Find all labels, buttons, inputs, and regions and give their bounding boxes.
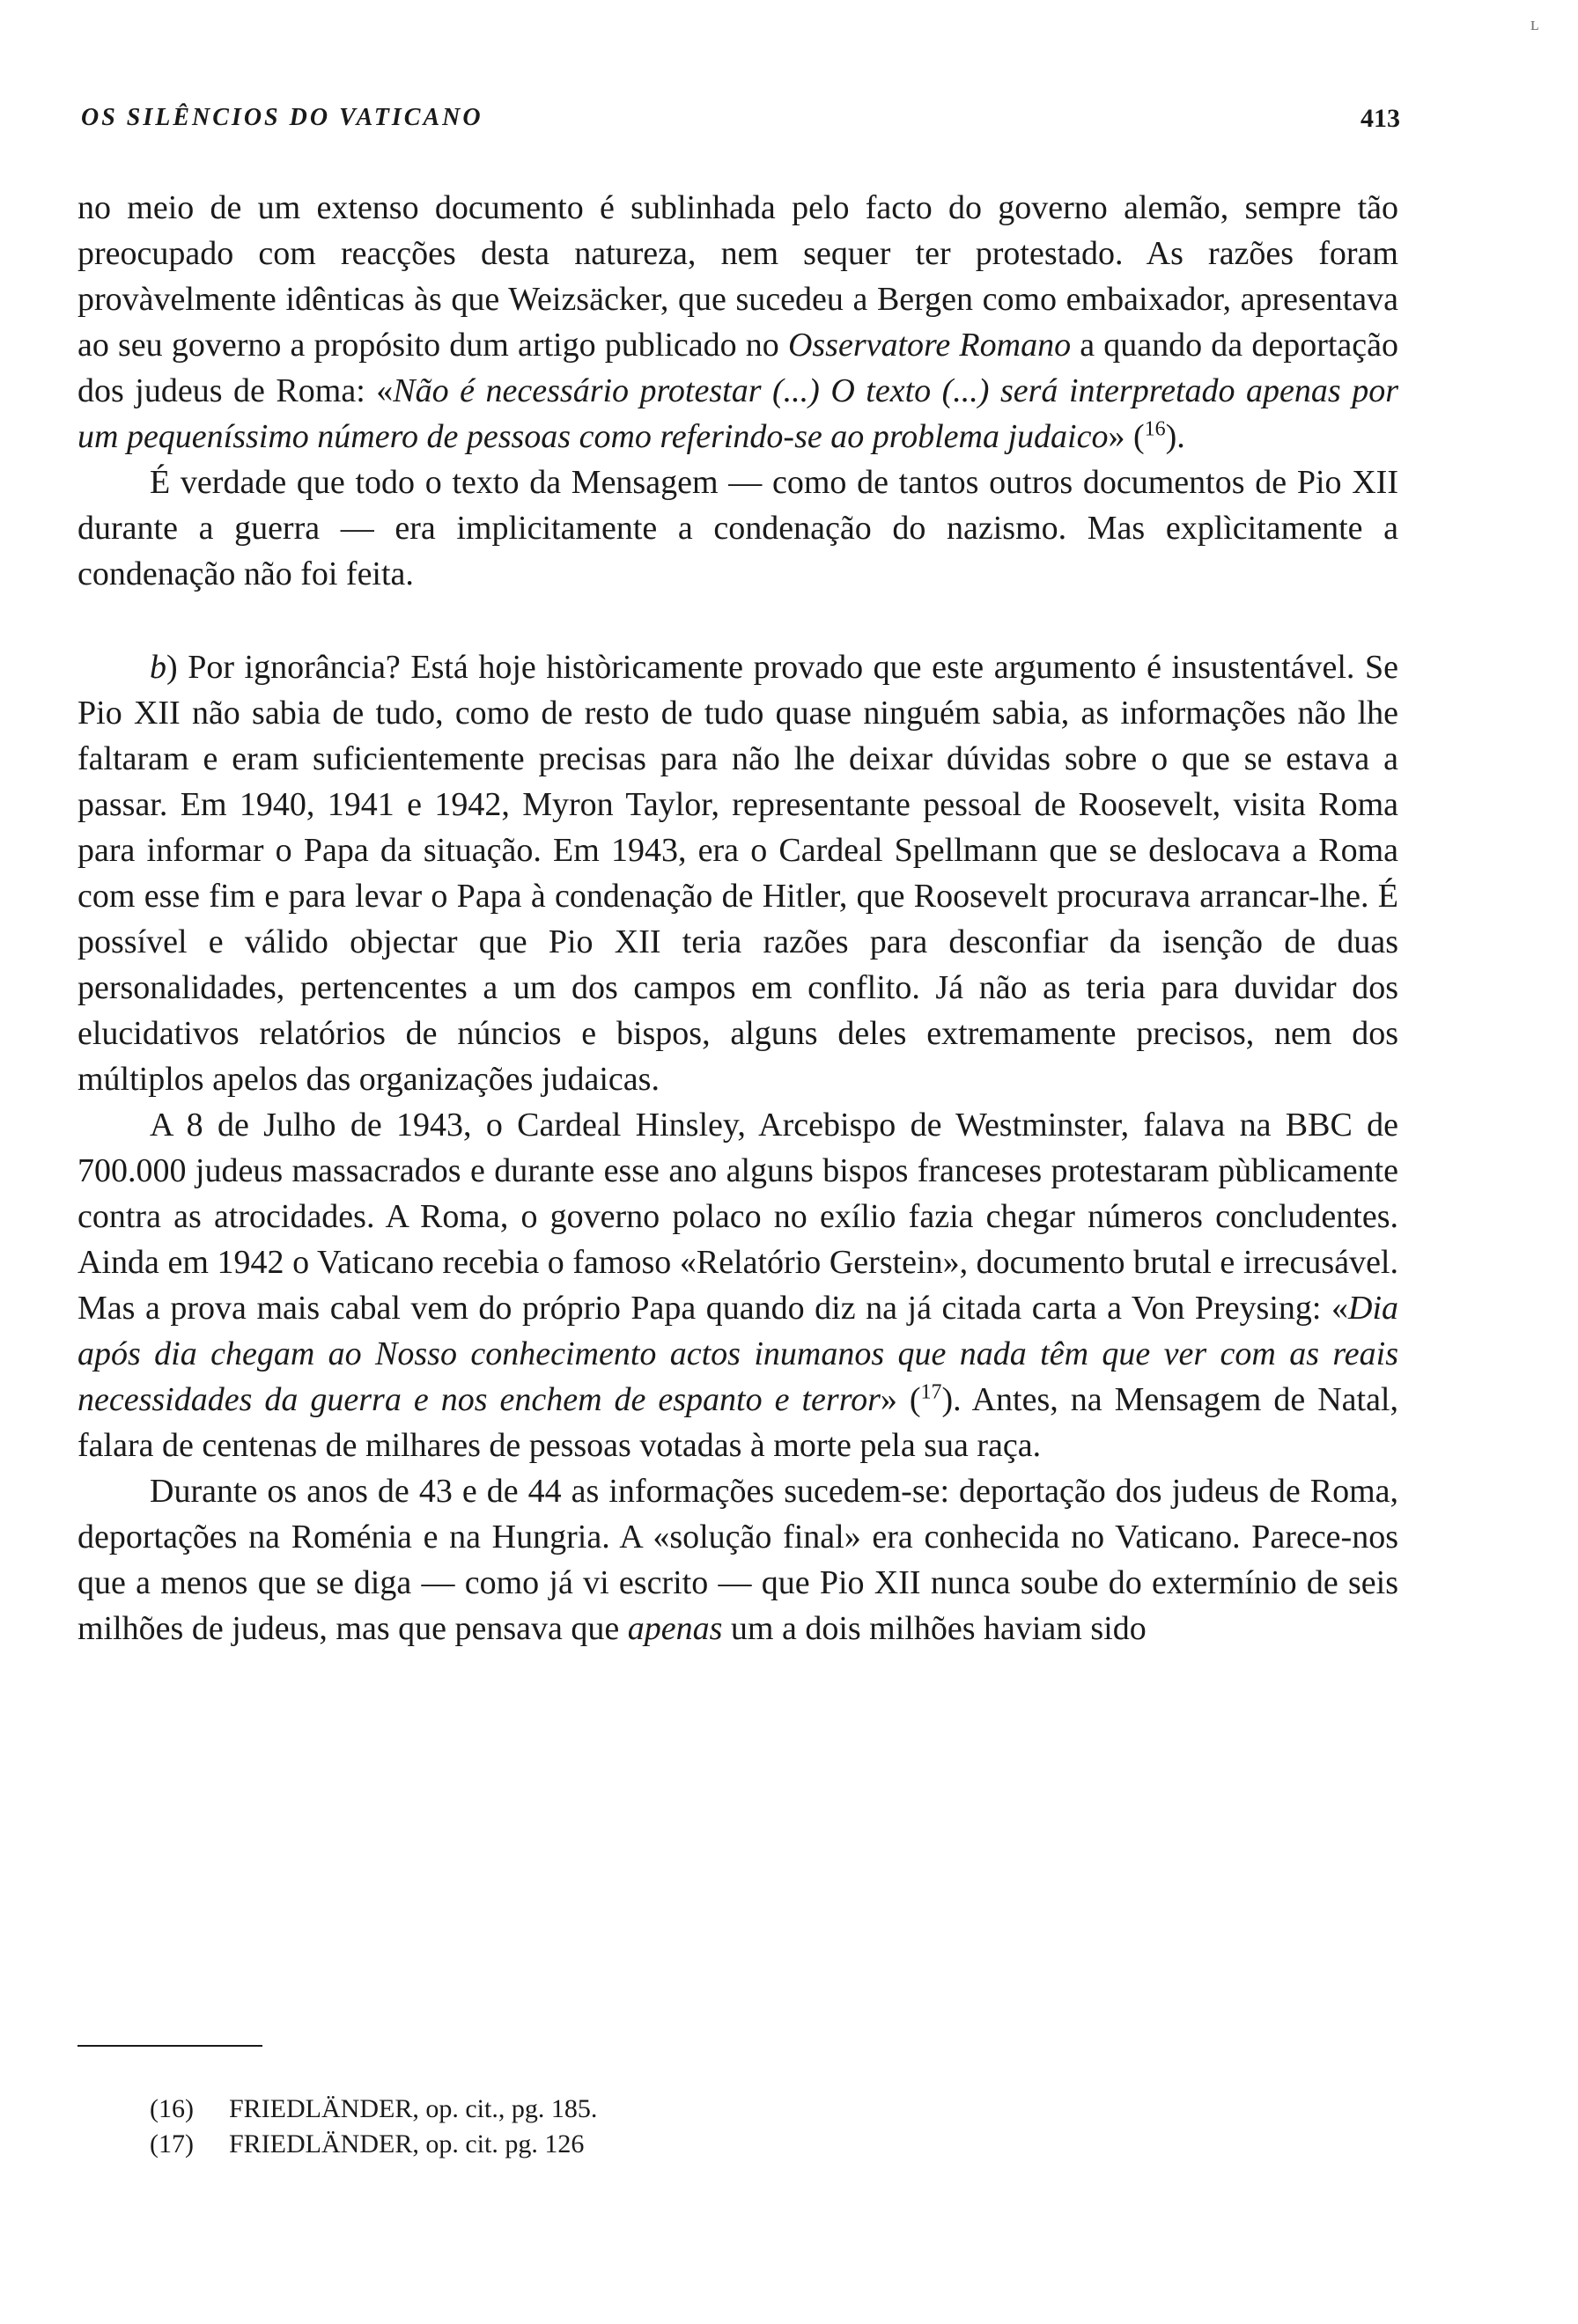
text-run: ) Por ignorância? Está hoje històricamente provado que este argumento é insustentável. Se Pio XII não sabia de tudo, como de resto de tudo quase ninguém sabia, as informações não lhe faltaram e eram suficientemente precisas para não lhe deixar dúvidas sobre o que se estava a passar. Em 1940, 1941 e 1942, Myron Taylor, representante pessoal de Roosevelt, visita Roma para informar o Papa da situação. Em 1943, era o Cardeal Spellmann que se deslocava a Roma com esse fim e para levar o Papa à condenação de Hitler, que Roosevelt procurava arrancar-lhe. É possível e válido objectar que Pio XII teria razões para desconfiar da isenção de duas personalidades, pertencentes a um dos campos em conflito. Já não as teria para duvidar dos elucidativos relatórios de núncios e bispos, alguns deles extremamente precisos, nem dos múltiplos apelos das organizações judaicas. xyxy=(77,649,1398,1098)
footnote-ref: 16 xyxy=(1144,417,1166,441)
paragraph-3 xyxy=(77,644,1398,1102)
italic-text: Osservatore Romano xyxy=(787,327,1072,364)
footnotes xyxy=(150,2092,1294,2162)
paragraph-5 xyxy=(77,1468,1398,1651)
footnote-text: FRIEDLÄNDER, op. cit., pg. 185. xyxy=(229,2094,598,2123)
italic-text: Não é necessário protestar (...) O texto (...) será interpretado apenas por um pequeníssimo número de pessoas como referindo-se ao problema judaico xyxy=(77,372,1398,455)
italic-text: b xyxy=(150,649,166,686)
text-run: A 8 de Julho de 1943, o Cardeal Hinsley, Arcebispo de Westminster, falava na BBC de 700.000 judeus massacrados e durante esse ano alguns bispos franceses protestaram pùblicamente contra as atrocidades. A Roma, o governo polaco no exílio fazia chegar números concludentes. Ainda em 1942 o Vaticano recebia o famoso «Relatório Gerstein», documento brutal e irrecusável. Mas a prova mais cabal vem do próprio Papa quando diz na já citada carta a Von Preysing: « xyxy=(77,1107,1398,1327)
footnote-text: FRIEDLÄNDER, op. cit. pg. 126 xyxy=(229,2129,585,2159)
text-run: no meio de um extenso documento é sublinhada pelo facto do governo alemão, sempre tão preocupado com reacções desta natureza, nem sequer ter protestado. As razões foram provàvelmente idênticas às que Weizsäcker, que sucedeu a Bergen como embaixador, apresentava ao seu governo a propósito dum artigo publicado no xyxy=(77,189,1398,364)
text-run: Durante os anos de 43 e de 44 as informações sucedem-se: deportação dos judeus de Roma, deportações na Roménia e na Hungria. A «solução final» era conhecida no Vaticano. Parece-nos que a menos que se diga — como já vi escrito — que Pio XII nunca soube do extermínio de seis milhões de judeus, mas que pensava que xyxy=(77,1473,1398,1647)
corner-mark: ʟ xyxy=(1530,12,1539,34)
italic-text: apenas xyxy=(627,1610,723,1647)
text-run: É verdade que todo o texto da Mensagem — como de tantos outros documentos de Pio XII durante a guerra — era implicitamente a condenação do nazismo. Mas explìcitamente a condenação não foi feita. xyxy=(77,464,1398,592)
page-number: 413 xyxy=(1360,104,1400,133)
text-run: ). Antes, na Mensagem de Natal, falara de centenas de milhares de pessoas votadas à morte pela sua raça. xyxy=(77,1381,1398,1464)
footnote-number: (17) xyxy=(150,2129,194,2159)
footnote-rule xyxy=(77,2045,262,2047)
italic-text: Dia após dia chegam ao Nosso conhecimento actos inumanos que nada têm que ver com as reais necessidades da guerra e nos enchem de espanto e terror xyxy=(77,1290,1398,1418)
text-run: » ( xyxy=(1108,418,1145,455)
text-run: a quando da deportação dos judeus de Roma: « xyxy=(77,327,1398,409)
footnote-17 xyxy=(150,2127,1294,2162)
footnote-ref: 17 xyxy=(920,1380,942,1404)
paragraph-4 xyxy=(77,1102,1398,1468)
body-text xyxy=(77,185,1398,1651)
text-run: um a dois milhões haviam sido xyxy=(722,1610,1147,1647)
paragraph-1 xyxy=(77,185,1398,460)
paragraph-2 xyxy=(77,460,1398,597)
footnote-16 xyxy=(150,2092,1294,2127)
text-run: » ( xyxy=(880,1381,921,1418)
footnote-number: (16) xyxy=(150,2094,194,2123)
text-run: ). xyxy=(1165,418,1185,455)
running-head: OS SILÊNCIOS DO VATICANO xyxy=(81,104,483,131)
